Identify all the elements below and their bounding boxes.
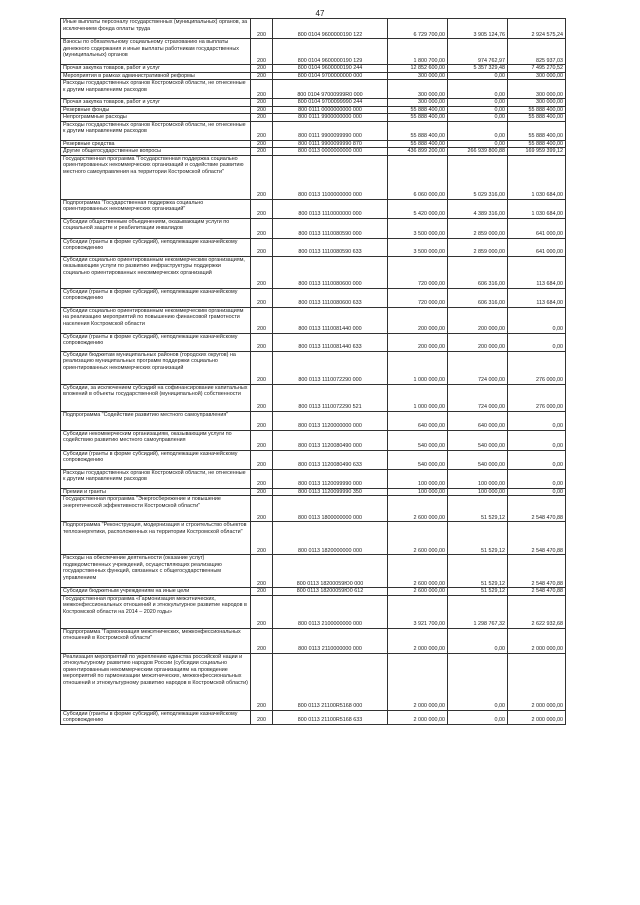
page-number: 47 bbox=[315, 9, 325, 18]
row-plan: 5 420 000,00 bbox=[388, 199, 448, 218]
row-name: Государственная программа «Гармонизация межэтнических, межконфессиональных отношений и этнокультурное развитие народов в Костромской области на 2014 – 2020 годы» bbox=[61, 595, 251, 628]
table-row bbox=[61, 72, 566, 80]
row-rest: 2 548 470,88 bbox=[508, 496, 566, 522]
row-fact: 51 529,12 bbox=[448, 496, 508, 522]
row-plan: 720 000,00 bbox=[388, 256, 448, 288]
row-fact: 266 939 800,88 bbox=[448, 148, 508, 156]
row-code: 800 0113 1110081440 000 bbox=[273, 307, 388, 333]
row-rest: 276 000,00 bbox=[508, 351, 566, 384]
row-code: 800 0113 1110072290 521 bbox=[273, 384, 388, 411]
row-rest: 641 000,00 bbox=[508, 218, 566, 238]
row-fact: 540 000,00 bbox=[448, 430, 508, 450]
table-body bbox=[61, 19, 566, 725]
row-name: Субсидии (гранты в форме субсидий), неподлежащие казначейскому сопровождению bbox=[61, 288, 251, 307]
row-rest: 2 548 470,88 bbox=[508, 555, 566, 588]
row-code: 800 0111 9900099990 870 bbox=[273, 140, 388, 148]
row-group: 200 bbox=[251, 288, 273, 307]
row-group: 200 bbox=[251, 430, 273, 450]
row-name: Расходы государственных органов Костромской области, не отнесенные к другим направлениям расходов bbox=[61, 469, 251, 488]
row-code: 800 0113 21100R5168 000 bbox=[273, 653, 388, 710]
row-name: Иные выплаты персоналу государственных (муниципальных) органов, за исключением фонда оплаты труда bbox=[61, 19, 251, 39]
row-fact: 1 298 767,32 bbox=[448, 595, 508, 628]
row-code: 800 0111 9900099990 000 bbox=[273, 121, 388, 140]
row-fact: 0,00 bbox=[448, 121, 508, 140]
row-fact: 606 316,00 bbox=[448, 288, 508, 307]
row-plan: 200 000,00 bbox=[388, 333, 448, 351]
row-fact: 5 357 329,48 bbox=[448, 65, 508, 73]
row-name: Резервные фонды bbox=[61, 106, 251, 114]
row-name: Другие общегосударственные вопросы bbox=[61, 148, 251, 156]
row-name: Премии и гранты bbox=[61, 488, 251, 496]
row-group: 200 bbox=[251, 106, 273, 114]
row-name: Субсидии (гранты в форме субсидий), неподлежащие казначейскому сопровождению bbox=[61, 238, 251, 256]
row-plan: 2 600 000,00 bbox=[388, 496, 448, 522]
row-code: 800 0113 1120099990 000 bbox=[273, 469, 388, 488]
row-plan: 300 000,00 bbox=[388, 72, 448, 80]
row-rest: 300 000,00 bbox=[508, 99, 566, 107]
row-rest: 0,00 bbox=[508, 333, 566, 351]
row-group: 200 bbox=[251, 199, 273, 218]
table-row bbox=[61, 256, 566, 288]
row-name: Субсидии, за исключением субсидий на софинансирование капитальных вложений в объекты государственной (муниципальной) собственности bbox=[61, 384, 251, 411]
row-fact: 640 000,00 bbox=[448, 411, 508, 430]
row-name: Подпрограмма "Государственная поддержка социально ориентированных некоммерческих организаций" bbox=[61, 199, 251, 218]
row-plan: 100 000,00 bbox=[388, 488, 448, 496]
row-name: Подпрограмма "Реконструкция, модернизация и строительство объектов теплоэнергетики, расположенных на территории Костромской области" bbox=[61, 522, 251, 555]
row-group: 200 bbox=[251, 469, 273, 488]
table-row bbox=[61, 555, 566, 588]
row-group: 200 bbox=[251, 65, 273, 73]
row-fact: 5 029 316,00 bbox=[448, 155, 508, 199]
table-row bbox=[61, 148, 566, 156]
table-row bbox=[61, 333, 566, 351]
row-fact: 3 905 124,76 bbox=[448, 19, 508, 39]
row-fact: 0,00 bbox=[448, 653, 508, 710]
row-plan: 55 888 400,00 bbox=[388, 106, 448, 114]
row-code: 800 0113 18200059Ю0 000 bbox=[273, 555, 388, 588]
row-group: 200 bbox=[251, 99, 273, 107]
row-name: Государственная программа "Государственная поддержка социально ориентированных некоммерческих организаций и содействие развитию местного самоуправления на территории Костромской области" bbox=[61, 155, 251, 199]
budget-execution-table bbox=[60, 18, 566, 725]
table-row bbox=[61, 80, 566, 99]
row-plan: 1 800 700,00 bbox=[388, 39, 448, 65]
row-name: Прочая закупка товаров, работ и услуг bbox=[61, 99, 251, 107]
table-row bbox=[61, 199, 566, 218]
row-rest: 300 000,00 bbox=[508, 80, 566, 99]
table-row bbox=[61, 39, 566, 65]
row-name: Резервные средства bbox=[61, 140, 251, 148]
table-row bbox=[61, 238, 566, 256]
row-plan: 200 000,00 bbox=[388, 307, 448, 333]
row-name: Прочая закупка товаров, работ и услуг bbox=[61, 65, 251, 73]
row-rest: 641 000,00 bbox=[508, 238, 566, 256]
table-row bbox=[61, 218, 566, 238]
row-rest: 0,00 bbox=[508, 450, 566, 469]
row-fact: 724 000,00 bbox=[448, 384, 508, 411]
row-code: 800 0113 2100000000 000 bbox=[273, 595, 388, 628]
row-group: 200 bbox=[251, 411, 273, 430]
row-rest: 2 000 000,00 bbox=[508, 710, 566, 724]
row-fact: 4 389 316,00 bbox=[448, 199, 508, 218]
row-fact: 974 762,97 bbox=[448, 39, 508, 65]
row-plan: 2 600 000,00 bbox=[388, 555, 448, 588]
row-fact: 0,00 bbox=[448, 710, 508, 724]
row-group: 200 bbox=[251, 595, 273, 628]
row-code: 800 0113 1110080600 000 bbox=[273, 256, 388, 288]
row-plan: 640 000,00 bbox=[388, 411, 448, 430]
row-fact: 51 529,12 bbox=[448, 555, 508, 588]
row-rest: 2 622 932,68 bbox=[508, 595, 566, 628]
table-row bbox=[61, 155, 566, 199]
row-fact: 100 000,00 bbox=[448, 469, 508, 488]
row-plan: 540 000,00 bbox=[388, 430, 448, 450]
table-row bbox=[61, 522, 566, 555]
row-group: 200 bbox=[251, 488, 273, 496]
row-code: 800 0113 1820000000 000 bbox=[273, 522, 388, 555]
row-group: 200 bbox=[251, 72, 273, 80]
table-row bbox=[61, 65, 566, 73]
table-row bbox=[61, 628, 566, 653]
row-fact: 0,00 bbox=[448, 72, 508, 80]
row-fact: 200 000,00 bbox=[448, 307, 508, 333]
row-code: 800 0113 1110072290 000 bbox=[273, 351, 388, 384]
table-row bbox=[61, 595, 566, 628]
row-rest: 0,00 bbox=[508, 430, 566, 450]
row-fact: 2 859 000,00 bbox=[448, 218, 508, 238]
row-code: 800 0113 1110080590 633 bbox=[273, 238, 388, 256]
row-code: 800 0111 9900000000 000 bbox=[273, 114, 388, 122]
row-plan: 720 000,00 bbox=[388, 288, 448, 307]
row-fact: 0,00 bbox=[448, 140, 508, 148]
row-code: 800 0104 9600000190 122 bbox=[273, 19, 388, 39]
row-group: 200 bbox=[251, 256, 273, 288]
row-code: 800 0113 1120080490 633 bbox=[273, 450, 388, 469]
row-plan: 2 600 000,00 bbox=[388, 522, 448, 555]
row-rest: 276 000,00 bbox=[508, 384, 566, 411]
row-plan: 300 000,00 bbox=[388, 80, 448, 99]
row-plan: 100 000,00 bbox=[388, 469, 448, 488]
table-row bbox=[61, 588, 566, 596]
table-row bbox=[61, 710, 566, 724]
row-group: 200 bbox=[251, 450, 273, 469]
table-row bbox=[61, 288, 566, 307]
table-row bbox=[61, 384, 566, 411]
row-fact: 0,00 bbox=[448, 628, 508, 653]
row-name: Субсидии бюджетам муниципальных районов (городских округов) на реализацию муниципальных программ поддержки социально ориентированных некоммерческих организаций bbox=[61, 351, 251, 384]
row-fact: 51 529,12 bbox=[448, 588, 508, 596]
row-group: 200 bbox=[251, 121, 273, 140]
row-rest: 55 888 400,00 bbox=[508, 106, 566, 114]
row-group: 200 bbox=[251, 555, 273, 588]
row-plan: 436 899 200,00 bbox=[388, 148, 448, 156]
row-rest: 825 937,03 bbox=[508, 39, 566, 65]
row-group: 200 bbox=[251, 653, 273, 710]
row-name: Непрограммные расходы bbox=[61, 114, 251, 122]
row-name: Субсидии общественным объединениям, оказывающим услуги по социальной защите и реабилитации инвалидов bbox=[61, 218, 251, 238]
row-fact: 2 859 000,00 bbox=[448, 238, 508, 256]
table-row bbox=[61, 496, 566, 522]
row-name: Государственная программа "Энергосбережение и повышение энергетической эффективности Костромской области" bbox=[61, 496, 251, 522]
row-rest: 113 684,00 bbox=[508, 256, 566, 288]
row-rest: 0,00 bbox=[508, 411, 566, 430]
row-rest: 2 000 000,00 bbox=[508, 653, 566, 710]
row-plan: 3 921 700,00 bbox=[388, 595, 448, 628]
row-plan: 2 000 000,00 bbox=[388, 653, 448, 710]
row-rest: 113 684,00 bbox=[508, 288, 566, 307]
row-name: Подпрограмма "Гармонизация межэтнических, межконфессиональных отношений в Костромской области" bbox=[61, 628, 251, 653]
row-plan: 55 888 400,00 bbox=[388, 114, 448, 122]
row-plan: 1 000 000,00 bbox=[388, 351, 448, 384]
row-code: 800 0113 0000000000 000 bbox=[273, 148, 388, 156]
row-code: 800 0104 9700000000 000 bbox=[273, 72, 388, 80]
row-code: 800 0113 1100000000 000 bbox=[273, 155, 388, 199]
row-group: 200 bbox=[251, 140, 273, 148]
row-code: 800 0111 0000000000 000 bbox=[273, 106, 388, 114]
row-rest: 169 959 399,12 bbox=[508, 148, 566, 156]
row-group: 200 bbox=[251, 522, 273, 555]
row-name: Субсидии (гранты в форме субсидий), неподлежащие казначейскому сопровождению bbox=[61, 450, 251, 469]
row-name: Субсидии бюджетным учреждениям на иные цели bbox=[61, 588, 251, 596]
row-rest: 55 888 400,00 bbox=[508, 140, 566, 148]
row-code: 800 0113 21100R5168 633 bbox=[273, 710, 388, 724]
row-group: 200 bbox=[251, 155, 273, 199]
row-code: 800 0113 18200059Ю0 612 bbox=[273, 588, 388, 596]
table-row bbox=[61, 411, 566, 430]
row-code: 800 0113 1120000000 000 bbox=[273, 411, 388, 430]
row-group: 200 bbox=[251, 628, 273, 653]
row-rest: 55 888 400,00 bbox=[508, 121, 566, 140]
row-group: 200 bbox=[251, 384, 273, 411]
row-code: 800 0113 1110080600 633 bbox=[273, 288, 388, 307]
table-row bbox=[61, 121, 566, 140]
row-rest: 300 000,00 bbox=[508, 72, 566, 80]
row-plan: 3 500 000,00 bbox=[388, 238, 448, 256]
row-rest: 0,00 bbox=[508, 469, 566, 488]
row-group: 200 bbox=[251, 710, 273, 724]
row-fact: 0,00 bbox=[448, 114, 508, 122]
row-name: Подпрограмма "Содействие развитию местного самоуправления" bbox=[61, 411, 251, 430]
table-row bbox=[61, 469, 566, 488]
table-row bbox=[61, 351, 566, 384]
table-row bbox=[61, 106, 566, 114]
table-row bbox=[61, 99, 566, 107]
table-row bbox=[61, 653, 566, 710]
row-group: 200 bbox=[251, 588, 273, 596]
table-row bbox=[61, 114, 566, 122]
row-plan: 2 000 000,00 bbox=[388, 710, 448, 724]
row-name: Субсидии социально ориентированным некоммерческим организациям на реализацию мероприятий по повышению финансовой грамотности населения Костромской области bbox=[61, 307, 251, 333]
row-group: 200 bbox=[251, 333, 273, 351]
row-name: Субсидии некоммерческим организациям, оказывающим услуги по содействию развитию местного самоуправления bbox=[61, 430, 251, 450]
row-name: Субсидии социально ориентированным некоммерческим организациям, оказывающим услуги по развитию инфраструктуры поддержки социально ориентированных некоммерческих организаций bbox=[61, 256, 251, 288]
row-group: 200 bbox=[251, 19, 273, 39]
row-code: 800 0104 9700099990 244 bbox=[273, 99, 388, 107]
row-plan: 6 060 000,00 bbox=[388, 155, 448, 199]
row-code: 800 0113 1800000000 000 bbox=[273, 496, 388, 522]
row-fact: 540 000,00 bbox=[448, 450, 508, 469]
row-plan: 2 000 000,00 bbox=[388, 628, 448, 653]
row-plan: 6 729 700,00 bbox=[388, 19, 448, 39]
row-rest: 0,00 bbox=[508, 488, 566, 496]
row-plan: 1 000 000,00 bbox=[388, 384, 448, 411]
row-fact: 51 529,12 bbox=[448, 522, 508, 555]
row-fact: 200 000,00 bbox=[448, 333, 508, 351]
row-group: 200 bbox=[251, 496, 273, 522]
row-name: Расходы на обеспечение деятельности (оказание услуг) подведомственных учреждений, осуществляющих реализацию государственных функций, связанных с общегосударственным управлением bbox=[61, 555, 251, 588]
row-rest: 7 495 270,52 bbox=[508, 65, 566, 73]
row-fact: 606 316,00 bbox=[448, 256, 508, 288]
row-rest: 1 030 684,00 bbox=[508, 155, 566, 199]
table-row bbox=[61, 140, 566, 148]
row-code: 800 0104 97000999R0 000 bbox=[273, 80, 388, 99]
table-row bbox=[61, 307, 566, 333]
table-row bbox=[61, 450, 566, 469]
row-group: 200 bbox=[251, 39, 273, 65]
row-fact: 100 000,00 bbox=[448, 488, 508, 496]
row-rest: 1 030 684,00 bbox=[508, 199, 566, 218]
row-group: 200 bbox=[251, 80, 273, 99]
row-code: 800 0113 2110000000 000 bbox=[273, 628, 388, 653]
row-fact: 0,00 bbox=[448, 99, 508, 107]
row-plan: 540 000,00 bbox=[388, 450, 448, 469]
row-rest: 55 888 400,00 bbox=[508, 114, 566, 122]
row-name: Субсидии (гранты в форме субсидий), неподлежащие казначейскому сопровождению bbox=[61, 710, 251, 724]
row-rest: 0,00 bbox=[508, 307, 566, 333]
row-plan: 300 000,00 bbox=[388, 99, 448, 107]
row-plan: 55 888 400,00 bbox=[388, 121, 448, 140]
row-rest: 2 000 000,00 bbox=[508, 628, 566, 653]
row-rest: 2 548 470,88 bbox=[508, 522, 566, 555]
row-code: 800 0113 1110081440 633 bbox=[273, 333, 388, 351]
row-name: Реализация мероприятий по укреплению единства российской нации и этнокультурному развитию народов России (субсидии социально ориентированным некоммерческим организациям на проведение мероприятий по гармонизации межэтнических, межконфессиональных отношений и этнокультурному развитию народов в Костромской области) bbox=[61, 653, 251, 710]
row-name: Расходы государственных органов Костромской области, не отнесенные к другим направлениям расходов bbox=[61, 121, 251, 140]
row-group: 200 bbox=[251, 148, 273, 156]
row-name: Субсидии (гранты в форме субсидий), неподлежащие казначейскому сопровождению bbox=[61, 333, 251, 351]
row-plan: 2 600 000,00 bbox=[388, 588, 448, 596]
table-row bbox=[61, 488, 566, 496]
row-code: 800 0104 9600000190 244 bbox=[273, 65, 388, 73]
row-rest: 2 924 575,24 bbox=[508, 19, 566, 39]
row-rest: 2 548 470,88 bbox=[508, 588, 566, 596]
row-group: 200 bbox=[251, 218, 273, 238]
row-fact: 0,00 bbox=[448, 80, 508, 99]
row-group: 200 bbox=[251, 307, 273, 333]
row-fact: 724 000,00 bbox=[448, 351, 508, 384]
row-code: 800 0113 1120099990 350 bbox=[273, 488, 388, 496]
row-name: Взносы по обязательному социальному страхованию на выплаты денежного содержания и иные выплаты работникам государственных (муниципальных) органов bbox=[61, 39, 251, 65]
row-code: 800 0113 1120080490 000 bbox=[273, 430, 388, 450]
row-name: Мероприятия в рамках административной реформы bbox=[61, 72, 251, 80]
row-fact: 0,00 bbox=[448, 106, 508, 114]
row-group: 200 bbox=[251, 238, 273, 256]
row-plan: 3 500 000,00 bbox=[388, 218, 448, 238]
row-group: 200 bbox=[251, 114, 273, 122]
table-row bbox=[61, 19, 566, 39]
row-code: 800 0104 9600000190 129 bbox=[273, 39, 388, 65]
row-plan: 12 852 600,00 bbox=[388, 65, 448, 73]
row-code: 800 0113 1110000000 000 bbox=[273, 199, 388, 218]
row-plan: 55 888 400,00 bbox=[388, 140, 448, 148]
row-group: 200 bbox=[251, 351, 273, 384]
row-code: 800 0113 1110080590 000 bbox=[273, 218, 388, 238]
row-name: Расходы государственных органов Костромской области, не отнесенные к другим направлениям расходов bbox=[61, 80, 251, 99]
table-row bbox=[61, 430, 566, 450]
